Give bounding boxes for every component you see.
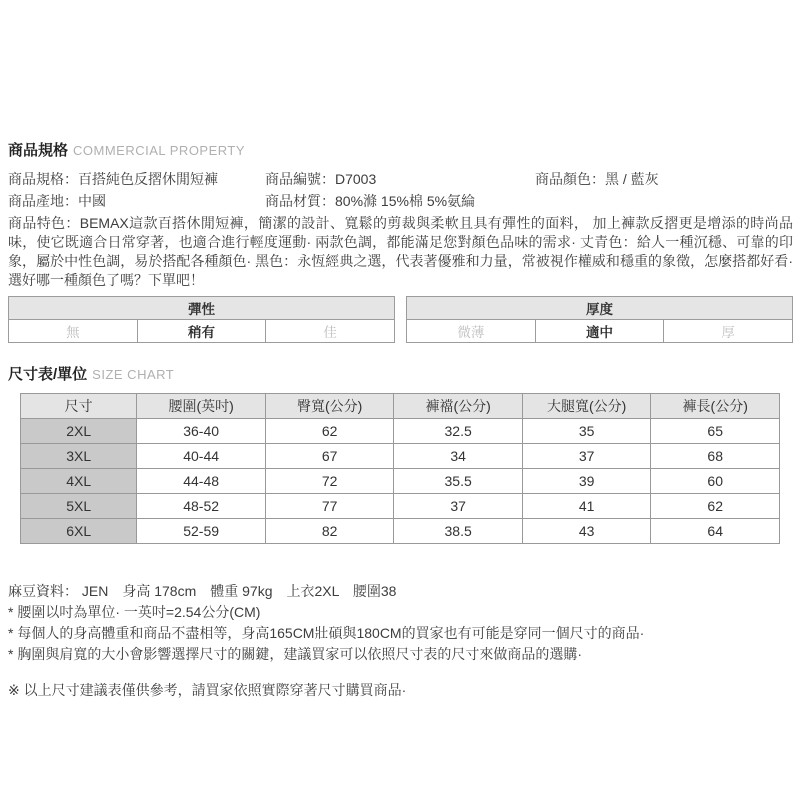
field-product-origin: 商品產地：中國 (8, 193, 106, 209)
size-value-cell: 39 (522, 469, 651, 494)
size-value-cell: 65 (651, 419, 780, 444)
thickness-options-row (407, 320, 793, 343)
size-value-cell: 77 (265, 494, 394, 519)
notes-block (8, 581, 793, 701)
note-line-units: * 腰圍以吋為單位· 一英吋=2.54公分(CM) (8, 604, 261, 620)
size-value-cell: 43 (522, 519, 651, 544)
size-value-cell: 41 (522, 494, 651, 519)
size-value-cell: 32.5 (394, 419, 523, 444)
size-chart-row (21, 444, 780, 469)
size-value-cell: 38.5 (394, 519, 523, 544)
section-title: 商品規格 (8, 142, 69, 159)
info-row-2 (8, 190, 793, 212)
size-value-cell: 40-44 (137, 444, 266, 469)
size-value-cell: 67 (265, 444, 394, 469)
product-feature-paragraph (8, 214, 793, 290)
size-chart-row (21, 469, 780, 494)
size-chart-section (8, 366, 793, 544)
size-value-cell: 62 (265, 419, 394, 444)
disclaimer-line: ※ 以上尺寸建議表僅供參考，請買家依照實際穿著尺寸購買商品· (8, 682, 407, 698)
size-value-cell: 60 (651, 469, 780, 494)
size-chart-column-header: 褲襠(公分) (394, 394, 523, 419)
size-value-cell: 48-52 (137, 494, 266, 519)
size-chart-column-header: 褲長(公分) (651, 394, 780, 419)
size-chart-row (21, 519, 780, 544)
size-chart-header-row (21, 394, 780, 419)
size-value-cell: 36-40 (137, 419, 266, 444)
size-value-cell: 44-48 (137, 469, 266, 494)
thickness-table (406, 296, 793, 343)
section-heading-size-chart (8, 366, 793, 384)
feature-text: BEMAX這款百搭休閒短褲，簡潔的設計、寬鬆的剪裁與柔軟且具有彈性的面料， 加上褲款反摺更是增添的時尚品味，使它既適合日常穿著，也適合進行輕度運動· 兩款色調，都能滿足您對顏色品味的需求· 丈青色：給人一種沉穩、可靠的印象，屬於中性色調，易於搭配各種顏色· 黑色：永恆經典之選，代表著優雅和力量，常被視作權威和穩重的象徵，怎麼搭都好看· 選好哪一種顏色了嗎？下單吧！ (8, 215, 794, 288)
thickness-header: 厚度 (407, 297, 793, 320)
size-value-cell: 35 (522, 419, 651, 444)
attribute-option: 適中 (535, 320, 664, 343)
elasticity-options-row (9, 320, 395, 343)
attribute-tables (8, 296, 793, 343)
info-row-1 (8, 168, 793, 190)
size-section-subtitle: SIZE CHART (92, 367, 175, 382)
field-product-code: 商品編號：D7003 (265, 171, 377, 187)
size-value-cell: 82 (265, 519, 394, 544)
size-value-cell: 34 (394, 444, 523, 469)
size-chart-row (21, 494, 780, 519)
size-label-cell: 4XL (21, 469, 137, 494)
section-heading-commercial-property (8, 142, 793, 160)
attribute-option: 微薄 (407, 320, 536, 343)
size-value-cell: 68 (651, 444, 780, 469)
size-value-cell: 37 (522, 444, 651, 469)
size-value-cell: 64 (651, 519, 780, 544)
size-label-cell: 6XL (21, 519, 137, 544)
attribute-option: 稍有 (137, 320, 266, 343)
field-product-spec: 商品規格：百搭純色反摺休閒短褲 (8, 171, 218, 187)
size-chart-column-header: 大腿寬(公分) (522, 394, 651, 419)
field-product-color: 商品顏色：黑 / 藍灰 (535, 171, 659, 187)
size-value-cell: 37 (394, 494, 523, 519)
size-value-cell: 35.5 (394, 469, 523, 494)
elasticity-table (8, 296, 395, 343)
attribute-option: 厚 (664, 320, 793, 343)
size-chart-column-header: 臀寬(公分) (265, 394, 394, 419)
size-value-cell: 52-59 (137, 519, 266, 544)
attribute-option: 無 (9, 320, 138, 343)
product-info-grid (8, 168, 793, 212)
size-value-cell: 72 (265, 469, 394, 494)
size-chart-row (21, 419, 780, 444)
field-product-material: 商品材質：80%滌 15%棉 5%氨綸 (265, 193, 476, 209)
section-subtitle: COMMERCIAL PROPERTY (73, 143, 246, 158)
note-line-height-weight: * 每個人的身高體重和商品不盡相等，身高165CM壯碩與180CM的買家也有可能是穿同一個尺寸的商品· (8, 625, 645, 641)
model-info-line: 麻豆資料： JEN 身高 178cm 體重 97kg 上衣2XL 腰圍38 (8, 583, 397, 599)
note-line-chest-shoulder: * 胸圍與肩寬的大小會影響選擇尺寸的關鍵，建議買家可以依照尺寸表的尺寸來做商品的選購· (8, 646, 582, 662)
size-chart-body (21, 419, 780, 544)
size-chart-column-header: 腰圍(英吋) (137, 394, 266, 419)
size-label-cell: 3XL (21, 444, 137, 469)
size-chart-table (20, 393, 780, 544)
feature-label: 商品特色： (8, 215, 80, 231)
elasticity-header: 彈性 (9, 297, 395, 320)
size-chart-column-header: 尺寸 (21, 394, 137, 419)
size-label-cell: 5XL (21, 494, 137, 519)
size-label-cell: 2XL (21, 419, 137, 444)
attribute-option: 佳 (266, 320, 395, 343)
size-section-title: 尺寸表/單位 (8, 366, 88, 383)
size-value-cell: 62 (651, 494, 780, 519)
